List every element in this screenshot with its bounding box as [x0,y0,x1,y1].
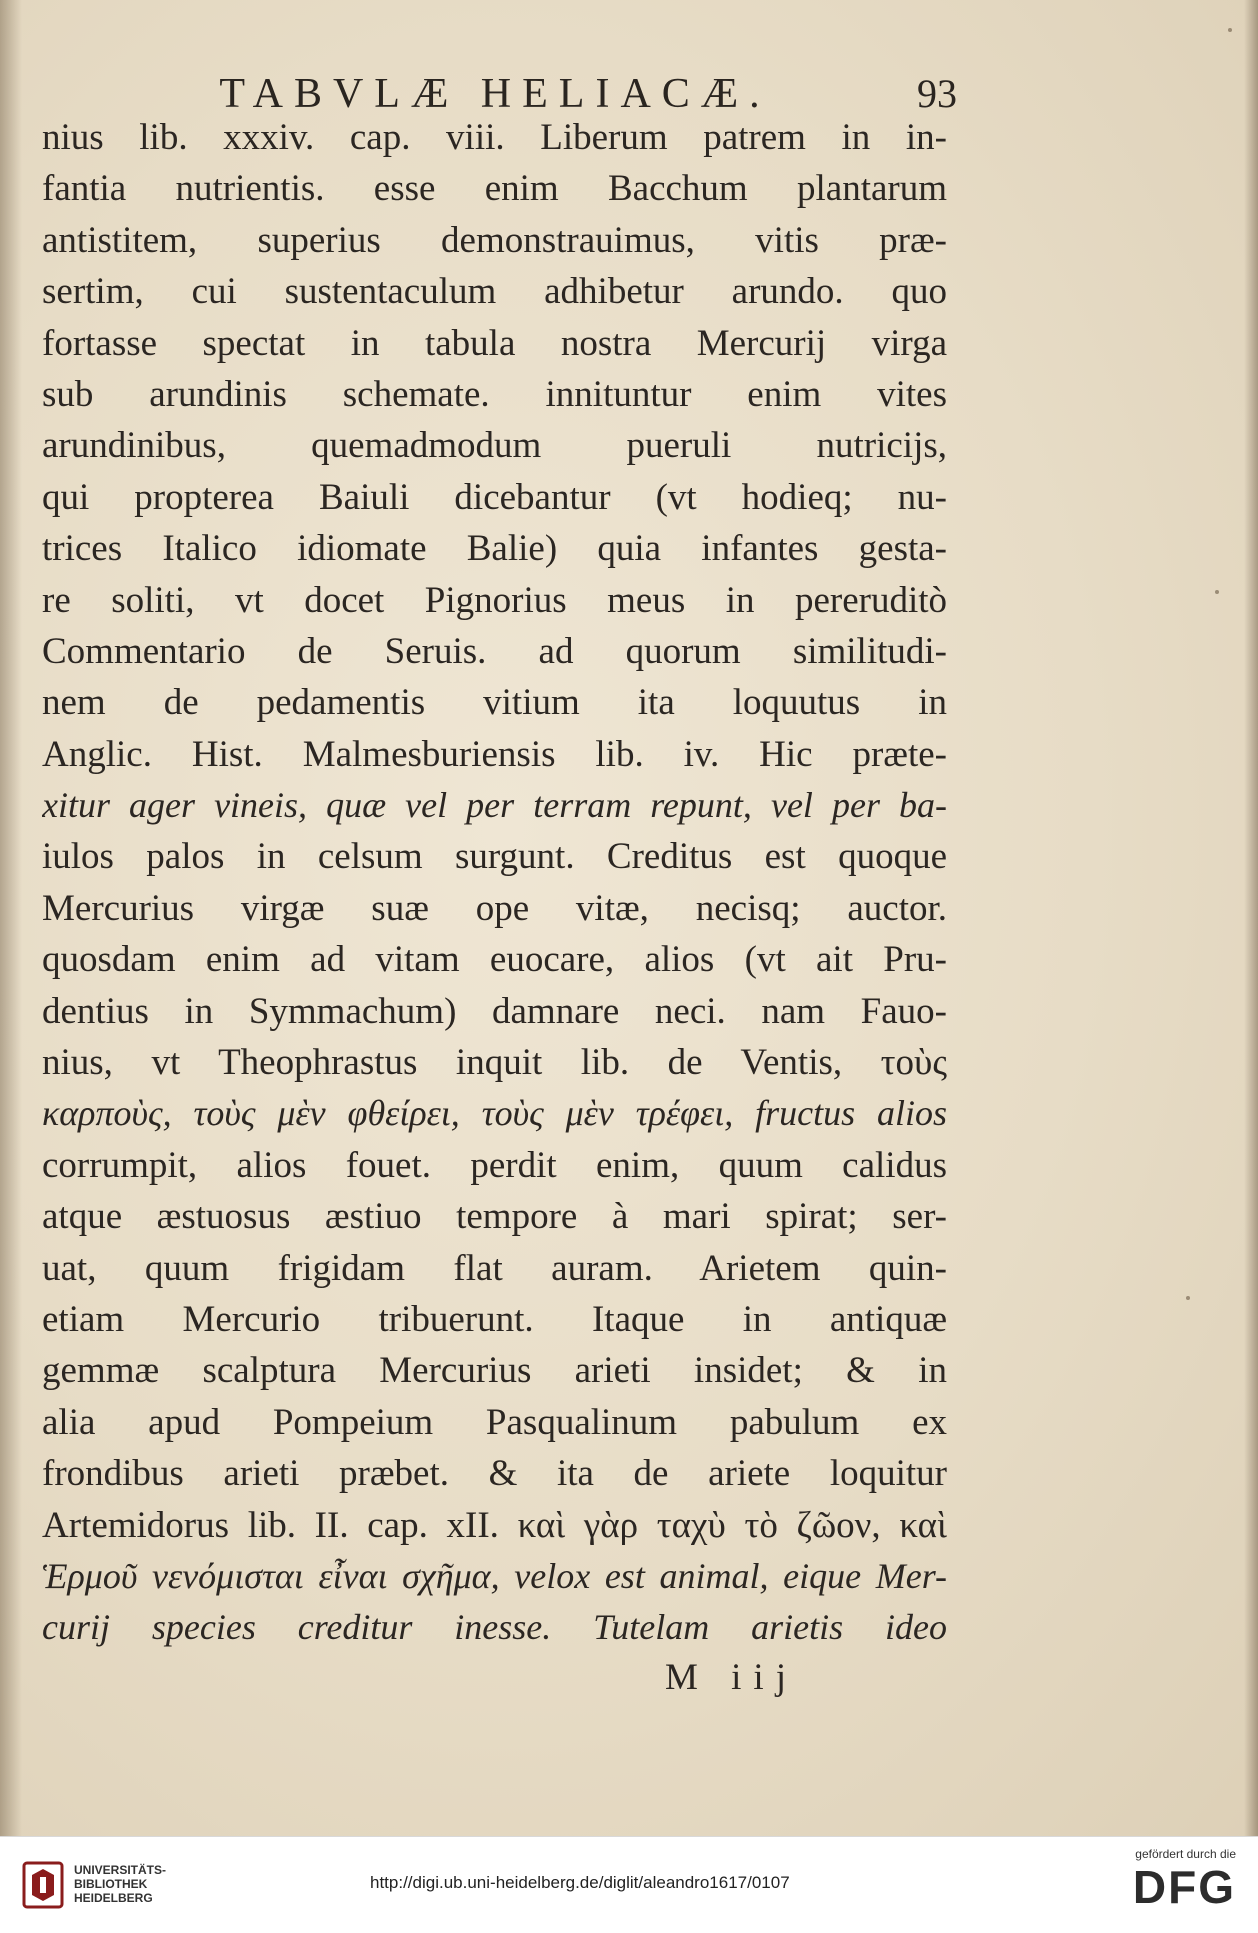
university-library-logo[interactable] [22,1857,322,1917]
library-name [74,1863,166,1905]
paper-speck [1228,28,1232,32]
text-line: nius lib. xxxiv. cap. viii. Liberum patrem in in- [42,117,947,158]
folio-number: 93 [917,71,957,116]
text-line: qui propterea Baiuli dicebantur (vt hodieq; nu- [42,476,947,518]
text-line: arundinibus, quemadmodum pueruli nutricijs, [42,425,947,467]
text-line: Artemidorus lib. II. cap. xII. καὶ γὰρ ταχὺ τὸ ζῶον, καὶ [42,1504,947,1546]
text-line: Commentario de Seruis. ad quorum similitudi- [42,630,947,672]
text-line: iulos palos in celsum surgunt. Creditus est quoque [42,836,947,878]
text-line: nius, vt Theophrastus inquit lib. de Ventis, τοὺς [42,1042,947,1084]
page-gutter-shadow [0,0,22,1836]
library-name-line: BIBLIOTHEK [74,1877,148,1891]
paper-speck [1186,1296,1190,1300]
text-line: atque æstuosus æstiuo tempore à mari spirat; ser- [42,1196,947,1238]
text-line: corrumpit, alios fouet. perdit enim, quum calidus [42,1144,947,1186]
paper-speck [1215,590,1219,594]
body-text [42,112,947,1654]
text-line: Ἑρμοῦ νενόμισται εἶναι σχῆμα, velox est animal, eique Mer- [42,1555,947,1596]
footer-bar [0,1836,1258,1933]
dfg-logo-text: DFG [1132,1861,1236,1913]
page-edge-shadow [1244,0,1258,1836]
text-line: alia apud Pompeium Pasqualinum pabulum ex [42,1401,947,1443]
library-seal-icon [22,1861,64,1909]
text-line: gemmæ scalptura Mercurius arieti insidet; & in [42,1350,947,1392]
text-line: Mercurius virgæ suæ ope vitæ, necisq; auctor. [42,887,947,929]
text-line: frondibus arieti præbet. & ita de ariete loquitur [42,1453,947,1495]
text-line: antistitem, superius demonstrauimus, vitis præ- [42,219,947,261]
text-line: uat, quum frigidam flat auram. Arietem quin- [42,1247,947,1289]
text-line: fortasse spectat in tabula nostra Mercurij virga [42,322,947,364]
text-line: sub arundinis schemate. innituntur enim vites [42,373,947,415]
text-line: sertim, cui sustentaculum adhibetur arundo. quo [42,271,947,313]
text-line: etiam Mercurio tribuerunt. Itaque in antiquæ [42,1298,947,1340]
text-line: καρποὺς, τοὺς μὲν φθείρει, τοὺς μὲν τρέφει, fructus alios [42,1093,947,1134]
text-line: curij species creditur inesse. Tutelam arietis ideo [42,1607,947,1648]
text-line: fantia nutrientis. esse enim Bacchum plantarum [42,168,947,210]
funding-caption: gefördert durch die [1135,1847,1236,1861]
library-name-line: UNIVERSITÄTS- [74,1863,167,1877]
text-line: xitur ager vineis, quæ vel per terram repunt, vel per ba- [42,785,947,826]
text-line: trices Italico idiomate Balie) quia infantes gesta- [42,528,947,570]
dfg-funding-logo[interactable] [1096,1847,1236,1927]
text-line: Anglic. Hist. Malmesburiensis lib. iv. Hic præte- [42,733,947,775]
page-header [45,60,957,120]
text-line: nem de pedamentis vitium ita loquutus in [42,682,947,724]
text-line: dentius in Symmachum) damnare neci. nam Fauo- [42,990,947,1032]
running-head: TABVLÆ HELIACÆ. [219,71,771,117]
permalink-url[interactable]: http://digi.ub.uni-heidelberg.de/diglit/aleandro1617/0107 [370,1873,790,1892]
text-line: quosdam enim ad vitam euocare, alios (vt ait Pru- [42,939,947,981]
signature-mark: M iij [665,1657,798,1698]
text-line: re soliti, vt docet Pignorius meus in pereruditò [42,579,947,621]
library-name-line: HEIDELBERG [74,1891,153,1905]
